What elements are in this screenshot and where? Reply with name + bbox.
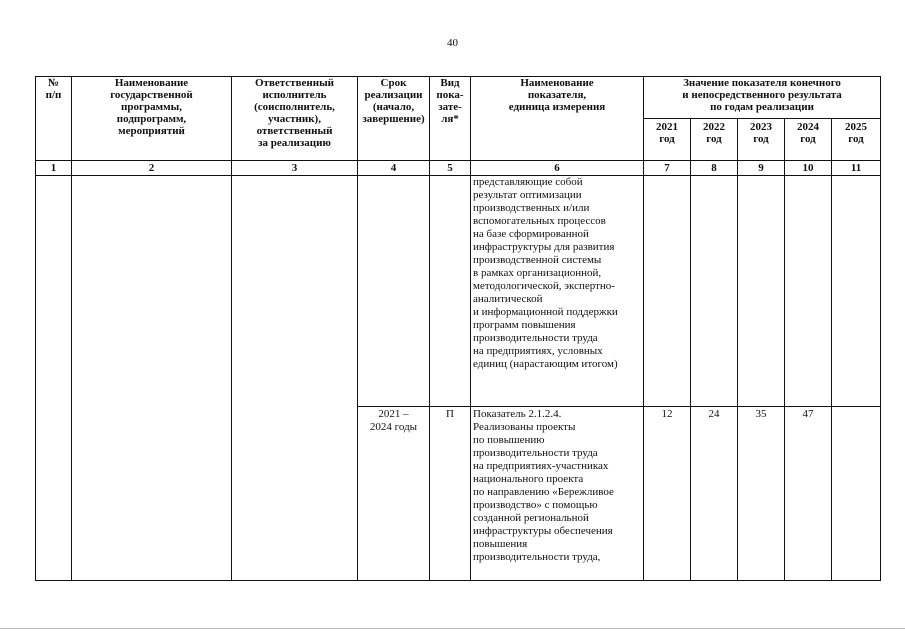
header-year-2021: 2021 год [644, 119, 691, 161]
column-number: 11 [832, 161, 881, 176]
cell-value-2021 [644, 176, 691, 407]
cell-value-2022 [691, 176, 738, 407]
cell-indicator-name: Показатель 2.1.2.4. Реализованы проекты по повышению производительности труда на предприятиях-участниках национального проекта по направлению «Бережливое производство» с помощью созданной региональной инфраструктуры обеспечения повышения производительности труда, [471, 407, 644, 581]
cell-value-2025 [832, 176, 881, 407]
cell-program-name [72, 176, 232, 581]
column-number: 10 [785, 161, 832, 176]
table-row [36, 176, 881, 407]
cell-number [36, 176, 72, 581]
column-number: 5 [430, 161, 471, 176]
header-year-2023: 2023 год [738, 119, 785, 161]
column-number: 4 [358, 161, 430, 176]
page-bottom-rule [0, 628, 905, 629]
header-indicator-name: Наименование показателя, единица измерения [471, 77, 644, 161]
column-number: 3 [232, 161, 358, 176]
cell-value-2024: 47 [785, 407, 832, 581]
column-number-row [36, 161, 881, 176]
column-number: 1 [36, 161, 72, 176]
column-number: 9 [738, 161, 785, 176]
header-indicator-type: Вид пока- зате- ля* [430, 77, 471, 161]
cell-value-2025 [832, 407, 881, 581]
header-term: Срок реализации (начало, завершение) [358, 77, 430, 161]
column-number: 8 [691, 161, 738, 176]
cell-term [358, 176, 430, 407]
column-number: 7 [644, 161, 691, 176]
cell-indicator-type [430, 176, 471, 407]
indicator-table [35, 76, 881, 581]
cell-indicator-name: представляющие собой результат оптимизации производственных и/или вспомогательных процессов на базе сформированной инфраструктуры для развития производственной системы в рамках организационной, методологической, экспертно- аналитической и информационной поддержки программ повышения производительности труда на предприятиях, условных единиц (нарастающим итогом) [471, 176, 644, 407]
column-number: 6 [471, 161, 644, 176]
header-year-2024: 2024 год [785, 119, 832, 161]
cell-value-2023: 35 [738, 407, 785, 581]
cell-term: 2021 – 2024 годы [358, 407, 430, 581]
header-year-2022: 2022 год [691, 119, 738, 161]
cell-responsible [232, 176, 358, 581]
header-program-name: Наименование государственной программы, подпрограмм, мероприятий [72, 77, 232, 161]
header-number: № п/п [36, 77, 72, 161]
cell-value-2021: 12 [644, 407, 691, 581]
cell-value-2022: 24 [691, 407, 738, 581]
header-responsible: Ответственный исполнитель (соисполнитель, участник), ответственный за реализацию [232, 77, 358, 161]
cell-indicator-type: П [430, 407, 471, 581]
page-number: 40 [447, 37, 458, 49]
header-values-group: Значение показателя конечного и непосредственного результата по годам реализации [644, 77, 881, 119]
column-number: 2 [72, 161, 232, 176]
cell-value-2023 [738, 176, 785, 407]
header-year-2025: 2025 год [832, 119, 881, 161]
cell-value-2024 [785, 176, 832, 407]
